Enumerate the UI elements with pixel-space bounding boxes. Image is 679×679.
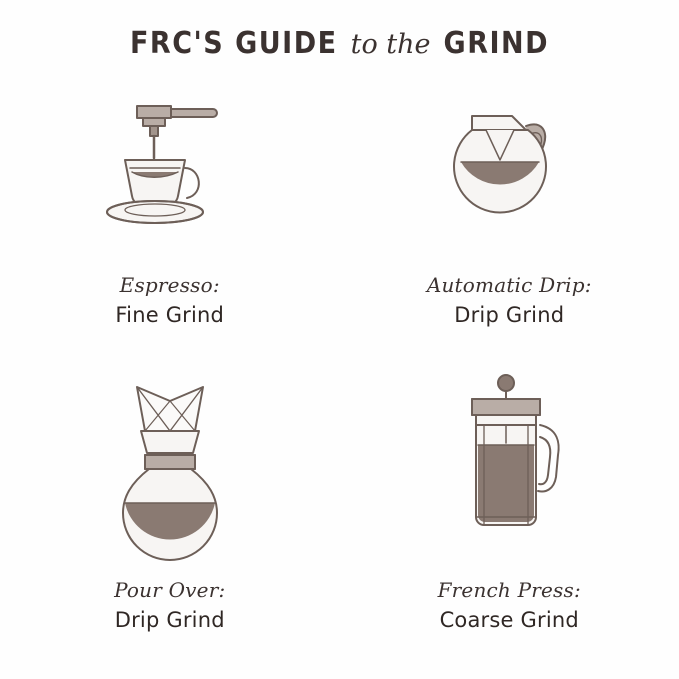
drip-carafe-icon <box>414 82 604 257</box>
espresso-grind-label: Fine Grind <box>115 302 225 327</box>
brew-method-french-press <box>340 372 679 662</box>
automatic-drip-method-label: Automatic Drip: <box>426 273 592 297</box>
french-press-art <box>414 372 604 562</box>
page-title-part3: GRIND <box>443 26 550 61</box>
french-press-caption <box>438 578 581 633</box>
page-title-part1: FRC'S GUIDE <box>129 26 338 61</box>
pour-over-icon <box>75 367 265 562</box>
espresso-machine-icon <box>75 82 265 257</box>
brew-method-pour-over <box>0 372 340 662</box>
pour-over-grind-label: Drip Grind <box>114 607 225 632</box>
page-title-part2: to the <box>350 29 431 60</box>
brew-method-espresso <box>0 82 340 372</box>
brew-method-automatic-drip <box>340 82 679 372</box>
french-press-method-label: French Press: <box>437 578 581 602</box>
brew-method-grid <box>0 82 679 662</box>
automatic-drip-caption <box>427 273 592 328</box>
automatic-drip-grind-label: Drip Grind <box>454 302 565 327</box>
espresso-machine-art <box>75 82 265 257</box>
espresso-method-label: Espresso: <box>119 273 220 297</box>
pour-over-art <box>75 372 265 562</box>
espresso-caption <box>115 273 224 328</box>
pour-over-method-label: Pour Over: <box>114 578 226 602</box>
pour-over-caption <box>114 578 225 633</box>
drip-carafe-art <box>414 82 604 257</box>
french-press-grind-label: Coarse Grind <box>439 607 579 632</box>
page-title <box>0 26 679 61</box>
french-press-icon <box>414 367 604 562</box>
